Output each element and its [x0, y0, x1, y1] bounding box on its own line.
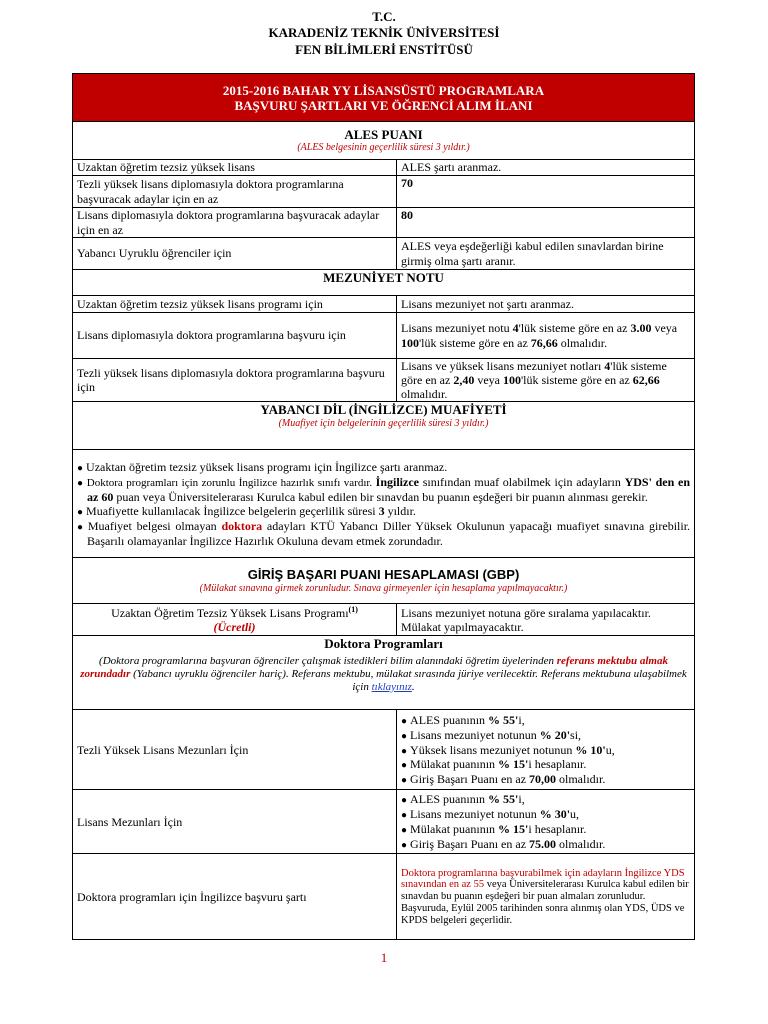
list-item: ● Giriş Başarı Puanı en az 70,00 olmalıdır.	[401, 772, 690, 787]
list-item: ● Muafiyette kullanılacak İngilizce belgelerin geçerlilik süresi 3 yıldır.	[77, 504, 690, 519]
row-label: Tezli Yüksek Lisans Mezunları İçin	[73, 710, 397, 790]
gbp-subtitle: (Mülakat sınavına girmek zorunludur. Sınava girmeyenler için hesaplama yapılmayacaktır.)	[199, 582, 568, 594]
header-tc: T.C.	[372, 9, 396, 24]
list-item: ● Giriş Başarı Puanı en az 75.00 olmalıdır.	[401, 837, 690, 852]
row-value: Lisans ve yüksek lisans mezuniyet notları 4'lük sisteme göre en az 2,40 veya 100'lük sisteme göre en az 62,66 olmalıdır.	[397, 359, 695, 402]
row-label: Lisans Mezunları İçin	[73, 790, 397, 854]
list-item: ● Lisans mezuniyet notunun % 30'u,	[401, 807, 690, 822]
row-label: Tezli yüksek lisans diplomasıyla doktora programlarına başvuru için	[73, 359, 397, 402]
row-value	[397, 710, 695, 790]
doktora-section-header	[73, 636, 695, 710]
table-row	[73, 313, 695, 359]
mezuniyet-title: MEZUNİYET NOTU	[323, 270, 444, 285]
paid-badge: (Ücretli)	[213, 620, 256, 635]
list-item: ● Yüksek lisans mezuniyet notunun % 10'u,	[401, 743, 690, 758]
table-row	[73, 160, 695, 176]
ales-title: ALES PUANI	[344, 126, 423, 142]
table-row	[73, 854, 695, 940]
row-value: Lisans mezuniyet not şartı aranmaz.	[397, 296, 695, 313]
row-value: Lisans mezuniyet notuna göre sıralama yapılacaktır. Mülakat yapılmayacaktır.	[397, 604, 695, 636]
table-row	[73, 208, 695, 238]
table-row	[73, 710, 695, 790]
title-banner	[73, 74, 695, 122]
row-value: Lisans mezuniyet notu 4'lük sisteme göre en az 3.00 veya 100'lük sisteme göre en az 76,66 olmalıdır.	[397, 313, 695, 359]
doktora-title: Doktora Programları	[324, 636, 443, 652]
row-label: Uzaktan Öğretim Tezsiz Yüksek Lisans Programı$^{(1)}$ (Ücretli)	[73, 604, 397, 636]
table-row	[73, 604, 695, 636]
row-value: ALES veya eşdeğerliği kabul edilen sınavlardan birine girmiş olma şartı aranır.	[397, 238, 695, 270]
row-value: Doktora programlarına başvurabilmek için adayların İngilizce YDS sınavından en az 55 veya Üniversitelerarası Kurulca kabul edilen bir sınavdan bu puanın eşdeğeri bir puan almaları zorunludur. Başvuruda, Eylül 2005 tarihinden sonra alınmış olan YDS, ÜDS ve KPDS belgeleri geçerlidir.	[397, 854, 695, 940]
ales-section-header	[73, 122, 695, 160]
row-label: Uzaktan öğretim tezsiz yüksek lisans	[73, 160, 397, 176]
row-value: ALES şartı aranmaz.	[397, 160, 695, 176]
list-item: ● Doktora programları için zorunlu İngilizce hazırlık sınıfı vardır. İngilizce sınıfından muaf olabilmek için adayların YDS' den en az 60 puan veya Üniversitelerarası Kurulca kabul edilen bir sınavdan bu puanın eşdeğeri bir puanın alınması gerekir.	[77, 475, 690, 504]
gbp-section-header	[73, 558, 695, 604]
page-number: 1	[380, 950, 388, 965]
dil-rules	[73, 450, 695, 558]
list-item: ● Muafiyet belgesi olmayan doktora adayları KTÜ Yabancı Diller Yüksek Okulunun yapacağı muafiyet sınavına girebilir. Başarılı olamayanlar İngilizce Hazırlık Okuluna devam etmek zorundadır.	[77, 519, 690, 548]
ales-subtitle: (ALES belgesinin geçerlilik süresi 3 yıldır.)	[297, 142, 470, 154]
table-row	[73, 238, 695, 270]
dil-subtitle: (Muafiyet için belgelerinin geçerlilik süresi 3 yıldır.)	[278, 417, 489, 429]
list-item: ● Lisans mezuniyet notunun % 20'si,	[401, 728, 690, 743]
row-label: Lisans diplomasıyla doktora programlarına başvuracak adaylar için en az	[73, 208, 397, 238]
header-institute: FEN BİLİMLERİ ENSTİTÜSÜ	[295, 42, 473, 57]
list-item: ● Uzaktan öğretim tezsiz yüksek lisans programı için İngilizce şartı aranmaz.	[77, 460, 690, 475]
list-item: ● Mülakat puanının % 15'i hesaplanır.	[401, 757, 690, 772]
gbp-title: GİRİŞ BAŞARI PUANI HESAPLAMASI (GBP)	[247, 567, 520, 583]
table-row	[73, 790, 695, 854]
dil-title: YABANCI DİL (İNGİLİZCE) MUAFİYETİ	[260, 402, 507, 418]
row-label: Uzaktan öğretim tezsiz yüksek lisans programı için	[73, 296, 397, 313]
row-value: 80	[397, 208, 695, 238]
mezuniyet-section-header	[73, 270, 695, 296]
list-item: ● Mülakat puanının % 15'i hesaplanır.	[401, 822, 690, 837]
banner-line-2: BAŞVURU ŞARTLARI VE ÖĞRENCİ ALIM İLANI	[234, 97, 533, 113]
row-value: 70	[397, 176, 695, 208]
table-row	[73, 176, 695, 208]
row-label: Lisans diplomasıyla doktora programlarına başvuru için	[73, 313, 397, 359]
table-row	[73, 359, 695, 402]
referans-link[interactable]: tıklayınız	[371, 680, 412, 693]
banner-line-1: 2015-2016 BAHAR YY LİSANSÜSTÜ PROGRAMLARA	[222, 82, 545, 98]
announcement-table	[72, 73, 695, 940]
list-item: ● ALES puanının % 55'i,	[401, 792, 690, 807]
row-label: Tezli yüksek lisans diplomasıyla doktora programlarına başvuracak adaylar için en az	[73, 176, 397, 208]
list-item: ● ALES puanının % 55'i,	[401, 713, 690, 728]
header-university: KARADENİZ TEKNİK ÜNİVERSİTESİ	[268, 25, 500, 40]
row-value	[397, 790, 695, 854]
doktora-note: (Doktora programlarına başvuran öğrenciler çalışmak istedikleri bilim alanındaki öğretim üyelerinden referans mektubu almak zorundadır (Yabancı uyruklu öğrenciler hariç). Referans mektubu, mülakat sırasında jüriye verilecektir. Referans mektubuna ulaşabilmek için tıklayınız.	[80, 654, 687, 693]
row-label: Doktora programları için İngilizce başvuru şartı	[73, 854, 397, 940]
row-label: Yabancı Uyruklu öğrenciler için	[73, 238, 397, 270]
dil-section-header	[73, 402, 695, 450]
table-row	[73, 296, 695, 313]
